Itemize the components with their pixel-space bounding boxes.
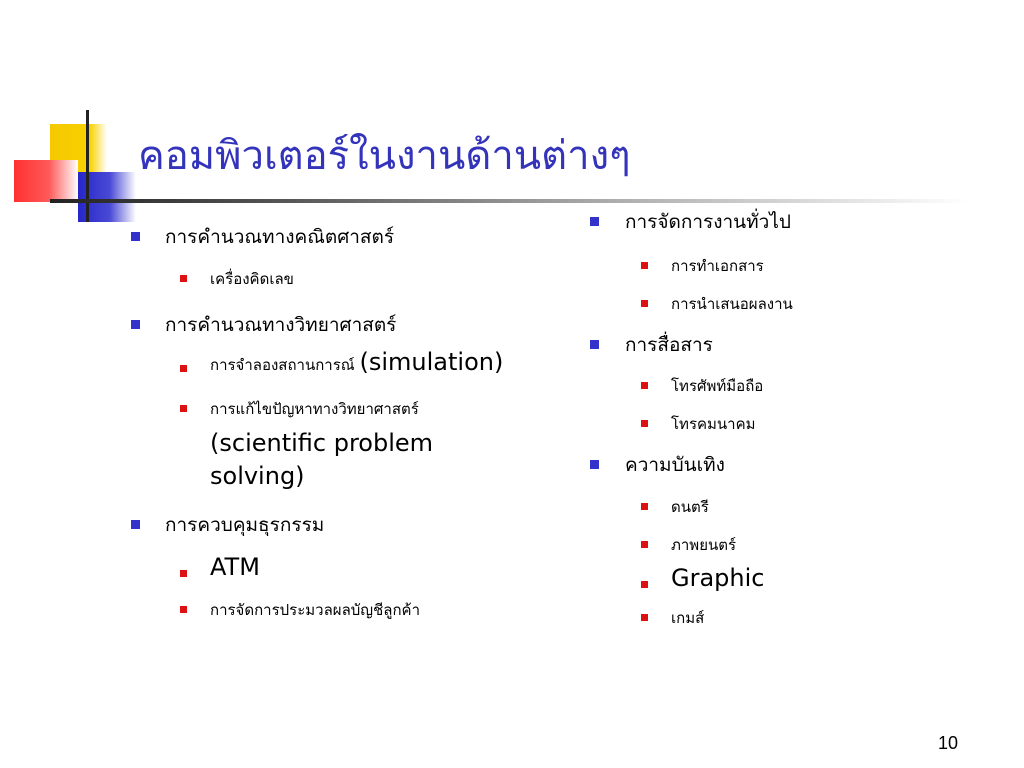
sub-item-movies: ภาพยนตร์ — [671, 536, 737, 554]
sub-bullet-icon — [180, 405, 187, 412]
sub-item-problem-solving: การแก้ไขปัญหาทางวิทยาศาสตร์ — [210, 400, 419, 418]
list-item-entertainment: ความบันเทิง — [625, 454, 725, 476]
sub-bullet-icon — [641, 614, 648, 621]
sub-bullet-icon — [180, 606, 187, 613]
sub-bullet-icon — [180, 365, 187, 372]
page-number: 10 — [938, 733, 959, 753]
bullet-icon — [131, 520, 140, 529]
sub-item-presentation: การนำเสนอผลงาน — [671, 295, 793, 313]
sub-item-mobile-phone: โทรศัพท์มือถือ — [671, 377, 764, 395]
sub-bullet-icon — [180, 570, 187, 577]
vertical-line-decoration — [86, 110, 89, 222]
slide-title: คอมพิวเตอร์ในงานด้านต่างๆ — [138, 133, 631, 179]
sub-item-documents: การทำเอกสาร — [671, 257, 764, 275]
sub-item-telecom: โทรคมนาคม — [671, 415, 756, 433]
sub-bullet-icon — [641, 262, 648, 269]
bullet-icon — [131, 320, 140, 329]
list-item-business-control: การควบคุมธุรกรรม — [165, 514, 325, 536]
sub-bullet-icon — [180, 275, 187, 282]
simulation-en-label: (simulation) — [359, 348, 504, 376]
problem-solving-en-line2: solving) — [210, 462, 305, 490]
sub-bullet-icon — [641, 581, 648, 588]
bullet-icon — [590, 460, 599, 469]
sub-item-account-processing: การจัดการประมวลผลบัญชีลูกค้า — [210, 601, 420, 619]
sub-bullet-icon — [641, 541, 648, 548]
list-item-computation-science: การคำนวณทางวิทยาศาสตร์ — [165, 314, 397, 336]
sub-bullet-icon — [641, 420, 648, 427]
sub-item-simulation — [210, 348, 503, 377]
sub-item-calculator: เครื่องคิดเลข — [210, 270, 294, 288]
list-item-general-work: การจัดการงานทั่วไป — [625, 211, 791, 233]
title-underline — [50, 199, 970, 203]
simulation-thai-label: การจำลองสถานการณ์ — [210, 356, 355, 374]
problem-solving-en-line1: (scientific problem — [210, 429, 434, 457]
bullet-icon — [590, 217, 599, 226]
bullet-icon — [590, 340, 599, 349]
list-item-communication: การสื่อสาร — [625, 334, 713, 356]
sub-item-atm: ATM — [210, 553, 260, 581]
sub-bullet-icon — [641, 382, 648, 389]
bullet-icon — [131, 232, 140, 241]
sub-item-music: ดนตรี — [671, 498, 709, 516]
sub-bullet-icon — [641, 503, 648, 510]
sub-item-graphic: Graphic — [671, 564, 765, 592]
sub-item-games: เกมส์ — [671, 609, 705, 627]
sub-bullet-icon — [641, 300, 648, 307]
red-square-decoration — [14, 160, 78, 202]
list-item-computation-math: การคำนวณทางคณิตศาสตร์ — [165, 226, 395, 248]
